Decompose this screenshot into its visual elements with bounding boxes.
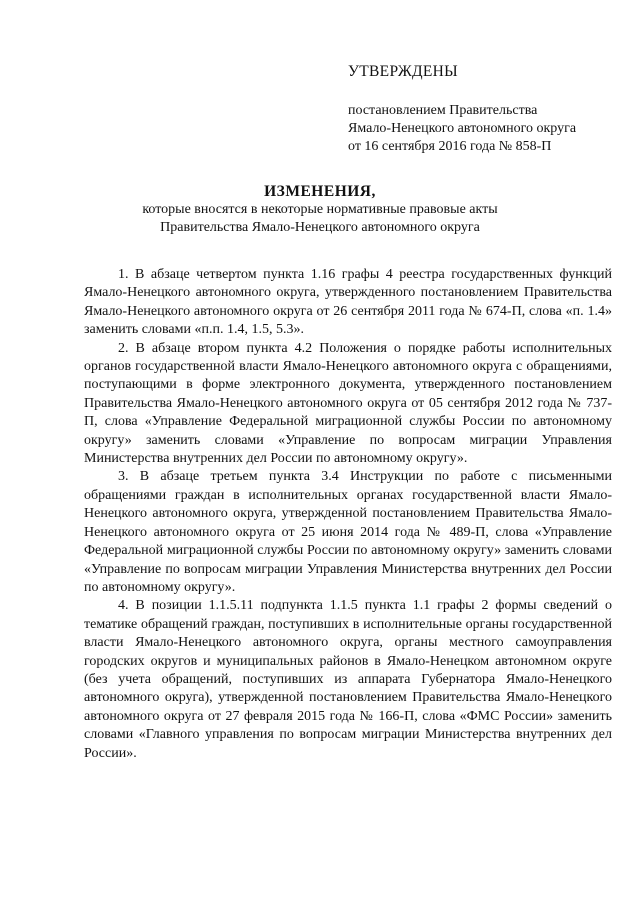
- amendment-paragraph-4: 4. В позиции 1.1.5.11 подпункта 1.1.5 пункта 1.1 графы 2 формы сведений о тематике обращений граждан, поступивших в исполнительные органы государственной власти Ямало-Ненецкого автономного округа, органы местного самоуправления городских округов и муниципальных районов в Ямало-Ненецком автономном округе (без учета обращений, поступивших из аппарата Губернатора Ямало-Ненецкого автономного округа), утвержденной постановлением Правительства Ямало-Ненецкого автономного округа от 27 февраля 2015 года № 166-П, слова «ФМС России» заменить словами «Главного управления по вопросам миграции Министерства внутренних дел России».: [84, 598, 612, 761]
- document-subtitle: [0, 201, 640, 237]
- approval-line: от 16 сентября 2016 года № 858-П: [348, 139, 552, 154]
- subtitle-line: которые вносятся в некоторые нормативные правовые акты: [142, 202, 498, 217]
- amendment-paragraph-3: 3. В абзаце третьем пункта 3.4 Инструкции по работе с письменными обращениями граждан в исполнительных органах государственной власти Ямало-Ненецкого автономного округа, утвержденной постановлением Правительства Ямало-Ненецкого автономного округа от 25 июня 2014 года № 489-П, слова «Управление Федеральной миграционной службы России по автономному округу» заменить словами «Управление по вопросам миграции Управления Министерства внутренних дел России по автономному округу».: [84, 469, 612, 595]
- subtitle-line: Правительства Ямало-Ненецкого автономного округа: [160, 220, 480, 235]
- amendment-paragraph-1: 1. В абзаце четвертом пункта 1.16 графы 4 реестра государственных функций Ямало-Ненецкого автономного округа, утвержденного постановлением Правительства Ямало-Ненецкого автономного округа от 26 сентября 2011 года № 674-П, слова «п. 1.4» заменить словами «п.п. 1.4, 1.5, 5.3».: [84, 267, 612, 338]
- document-body: [84, 266, 612, 763]
- approval-line: Ямало-Ненецкого автономного округа: [348, 121, 577, 136]
- approval-line: постановлением Правительства: [348, 103, 538, 118]
- amendment-paragraph-2: 2. В абзаце втором пункта 4.2 Положения о порядке работы исполнительных органов государственной власти Ямало-Ненецкого автономного округа с обращениями, поступающими в форме электронного документа, утвержденного постановлением Правительства Ямало-Ненецкого автономного округа от 05 сентября 2012 года № 737-П, слова «Управление Федеральной миграционной службы России по автономному округу» заменить словами «Управление по вопросам миграции Управления Министерства внутренних дел России по автономному округу».: [84, 340, 612, 467]
- approval-block: [348, 62, 608, 156]
- document-title: ИЗМЕНЕНИЯ,: [264, 183, 376, 200]
- approval-title: УТВЕРЖДЕНЫ: [348, 63, 458, 80]
- approval-details: [348, 102, 608, 156]
